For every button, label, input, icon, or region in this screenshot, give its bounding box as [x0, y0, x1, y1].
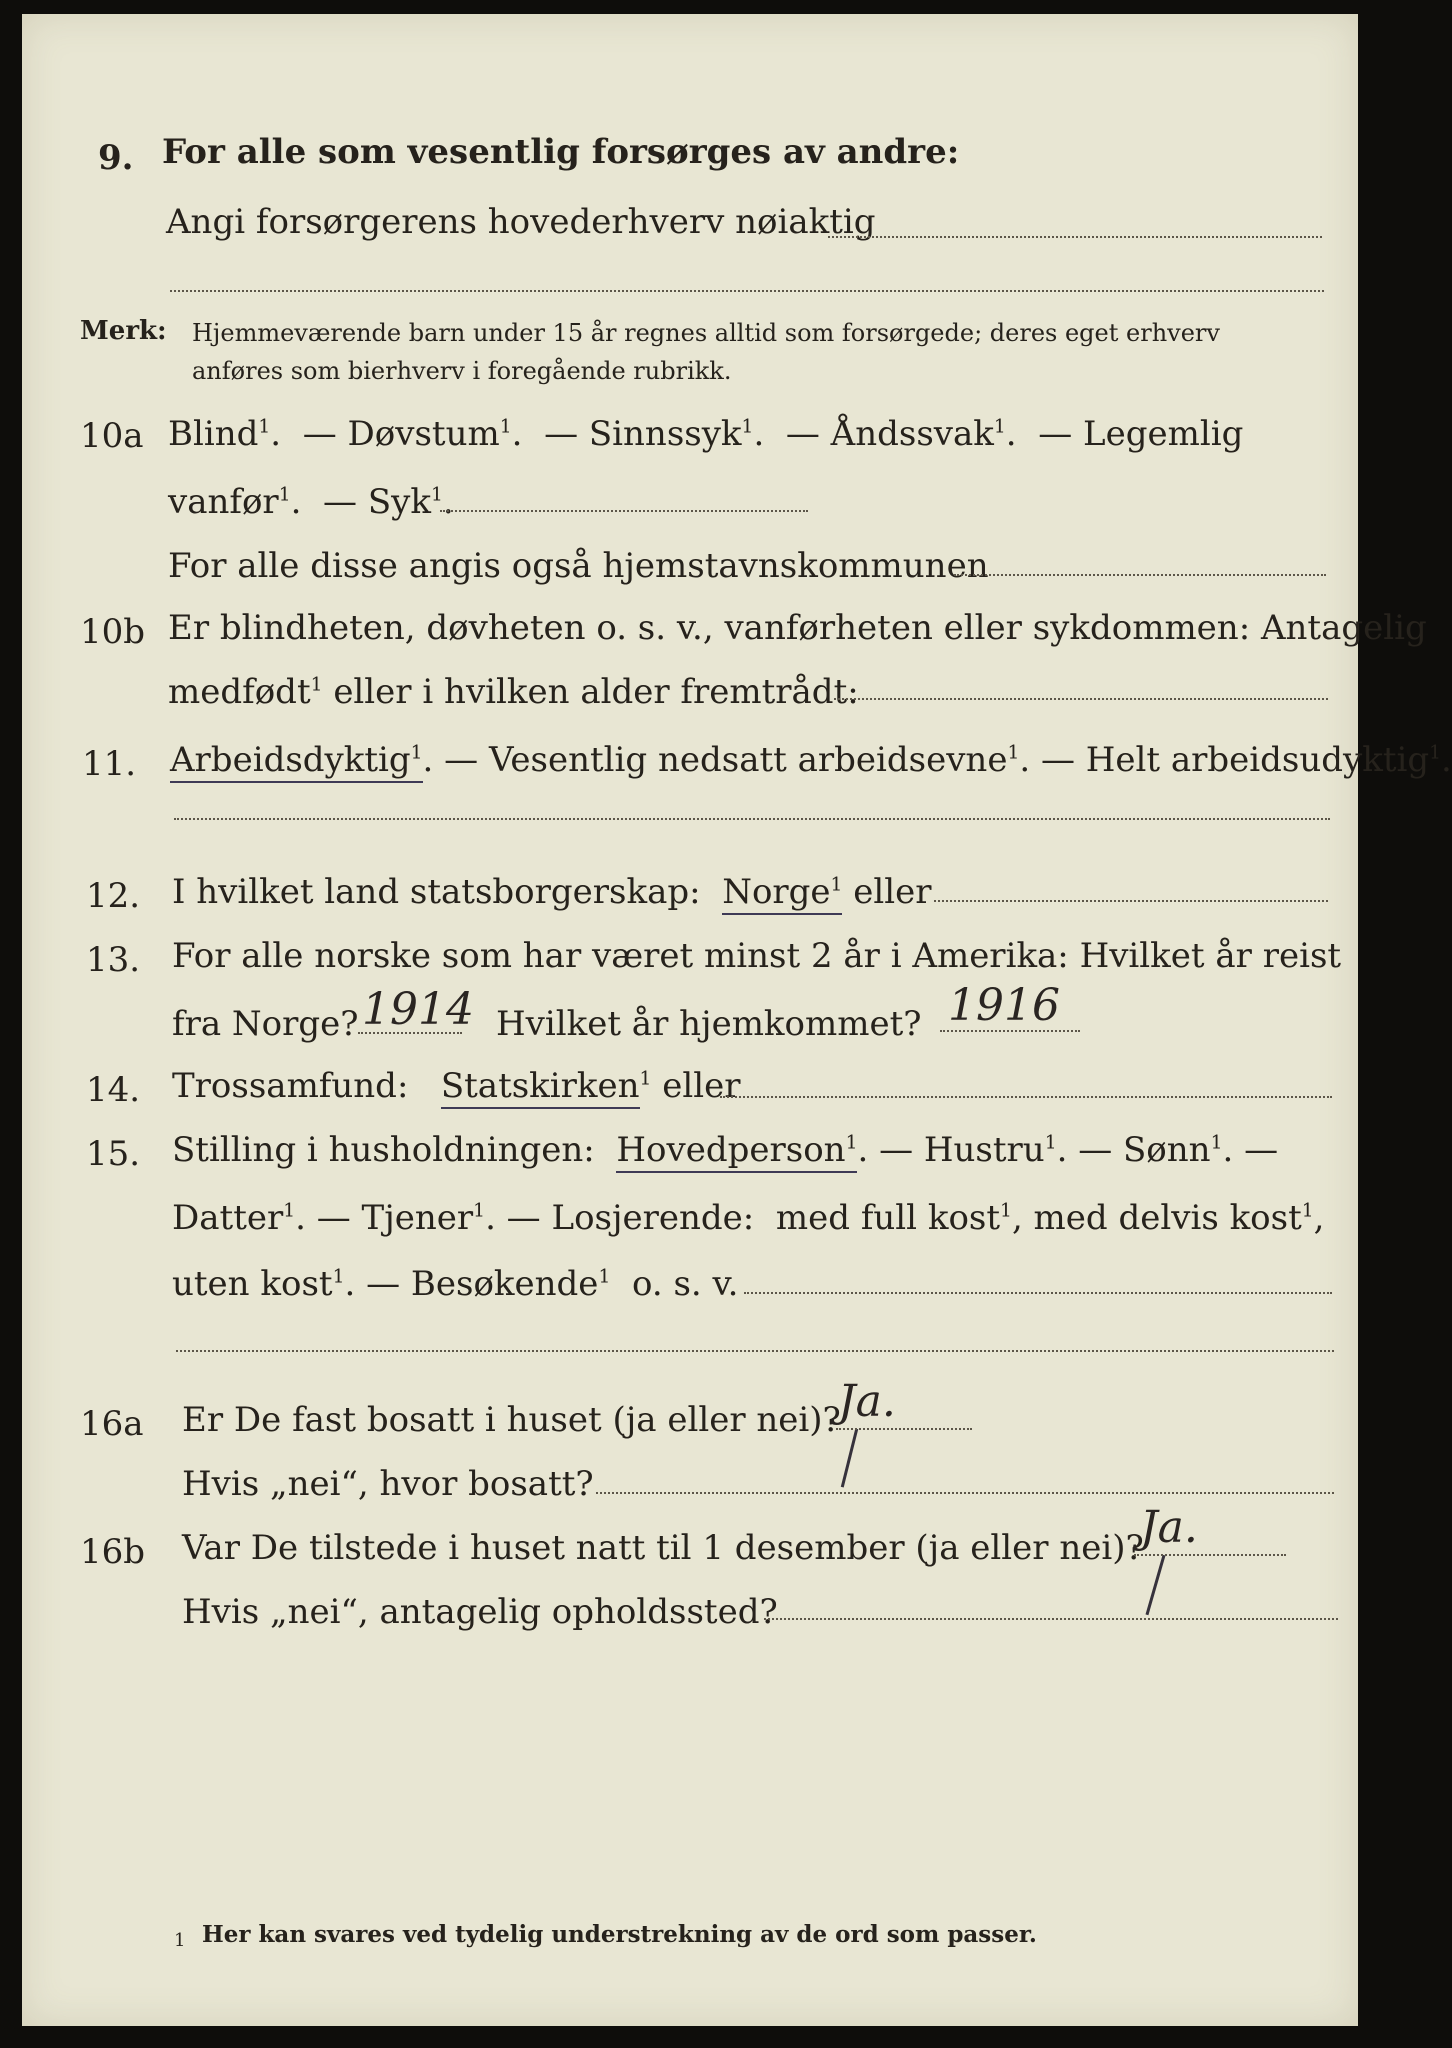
option-medfodt: medfødt$^1$: [168, 672, 323, 712]
question-13-line1: For alle norske som har været minst 2 år i Amerika: Hvilket år reist: [172, 936, 1342, 976]
option-sinnssyk: — Sinnssyk$^1$.: [544, 414, 765, 454]
question-10b-line1: Er blindheten, døvheten o. s. v., vanførheten eller sykdommen: Antagelig: [168, 608, 1427, 648]
question-number-16a: 16a: [80, 1404, 144, 1444]
handwritten-stroke-16a: [841, 1429, 858, 1488]
option-vanfor: vanfør$^1$.: [168, 482, 302, 522]
answer-line-10a-kommune[interactable]: [954, 574, 1326, 576]
answer-line-10a-syk[interactable]: [440, 510, 808, 512]
merk-label: Merk:: [80, 316, 167, 346]
question-10a-line2: [168, 482, 454, 522]
question-number-13: 13.: [86, 940, 141, 980]
answer-line-12[interactable]: [934, 900, 1328, 902]
question-15-line3: uten kost$^1$. — Besøkende$^1$ o. s. v.: [172, 1264, 739, 1304]
option-statskirken-underlined: Statskirken: [441, 1066, 640, 1109]
handwritten-answer-16b: Ja.: [1140, 1502, 1198, 1553]
answer-line-9b[interactable]: [170, 290, 1324, 292]
answer-line-14[interactable]: [720, 1096, 1332, 1098]
question-number-15: 15.: [86, 1134, 141, 1174]
question-13-fra-norge: fra Norge?: [172, 1004, 359, 1044]
question-number-10b: 10b: [80, 612, 146, 652]
footnote-mark: 1: [174, 1930, 186, 1951]
handwritten-stroke-16b: [1146, 1555, 1166, 1615]
handwritten-answer-16a: Ja.: [838, 1376, 896, 1427]
answer-line-15b[interactable]: [176, 1350, 1334, 1352]
question-9-line2: Angi forsørgerens hovederhverv nøiaktig: [166, 202, 876, 242]
question-16b-line2: Hvis „nei“, antagelig opholdssted?: [182, 1592, 778, 1632]
option-legemlig: — Legemlig: [1038, 414, 1244, 454]
merk-line2: anføres som bierhverv i foregående rubrikk.: [192, 357, 732, 385]
question-11-line: Arbeidsdyktig$^1$. — Vesentlig nedsatt arbeidsevne$^1$. — Helt arbeidsudyktig$^1$.: [170, 740, 1452, 780]
question-12-line: I hvilket land statsborgerskap: Norge$^1$ eller: [172, 872, 932, 912]
option-arbeidsdyktig-underlined: Arbeidsdyktig$^1$: [170, 740, 423, 783]
question-number-14: 14.: [86, 1070, 141, 1110]
answer-line-16a[interactable]: [836, 1428, 972, 1430]
merk-line1: Hjemmeværende barn under 15 år regnes alltid som forsørgede; deres eget erhverv: [192, 319, 1220, 347]
question-number-16b: 16b: [80, 1532, 146, 1572]
question-14-line: Trossamfund: Statskirken$^1$ eller: [172, 1066, 740, 1106]
question-15-line2: Datter$^1$. — Tjener$^1$. — Losjerende: med full kost$^1$, med delvis kost$^1$,: [172, 1198, 1325, 1238]
answer-line-9a[interactable]: [828, 236, 1322, 238]
answer-line-16a-bosatt[interactable]: [596, 1492, 1334, 1494]
option-andssvak: — Åndssvak$^1$.: [785, 414, 1017, 454]
answer-line-16b[interactable]: [1134, 1554, 1286, 1556]
option-norge-underlined: Norge$^1$: [722, 872, 842, 915]
question-16a-line2: Hvis „nei“, hvor bosatt?: [182, 1464, 594, 1504]
answer-line-16b-opholdssted[interactable]: [764, 1618, 1338, 1620]
question-9-text: For alle som vesentlig forsørges av andre:: [162, 132, 960, 172]
question-13-hjemkommet: Hvilket år hjemkommet?: [496, 1004, 922, 1044]
answer-line-13-reist[interactable]: [358, 1032, 462, 1034]
answer-line-15a[interactable]: [744, 1292, 1332, 1294]
option-dovstum: — Døvstum$^1$.: [302, 414, 523, 454]
question-10b-line2: medfødt$^1$ eller i hvilken alder fremtrådt:: [168, 672, 859, 712]
answer-line-11[interactable]: [174, 818, 1330, 820]
handwritten-year-hjem: 1916: [948, 980, 1060, 1031]
question-number-11: 11.: [82, 744, 137, 784]
question-16b-text: Var De tilstede i huset natt til 1 desember (ja eller nei)?: [182, 1528, 1144, 1568]
option-syk: — Syk$^1$.: [323, 482, 454, 522]
question-15-line1: Stilling i husholdningen: Hovedperson$^1$. — Hustru$^1$. — Sønn$^1$. —: [172, 1130, 1278, 1170]
option-blind: Blind$^1$.: [168, 414, 282, 454]
question-number-10a: 10a: [80, 416, 144, 456]
option-hovedperson-underlined: Hovedperson$^1$: [616, 1130, 857, 1173]
question-10a-line1: [168, 414, 1243, 454]
question-16a-text: Er De fast bosatt i huset (ja eller nei)?: [182, 1400, 841, 1440]
answer-line-13-hjem[interactable]: [940, 1030, 1080, 1032]
answer-line-10b[interactable]: [834, 698, 1328, 700]
census-form-page: [22, 14, 1452, 2026]
question-number-9: 9.: [98, 138, 134, 178]
question-number-12: 12.: [86, 876, 141, 916]
question-10a-line3: For alle disse angis også hjemstavnskommunen: [168, 546, 989, 586]
footnote-text: Her kan svares ved tydelig understrekning av de ord som passer.: [202, 1921, 1037, 1948]
handwritten-year-reist: 1914: [362, 984, 474, 1035]
